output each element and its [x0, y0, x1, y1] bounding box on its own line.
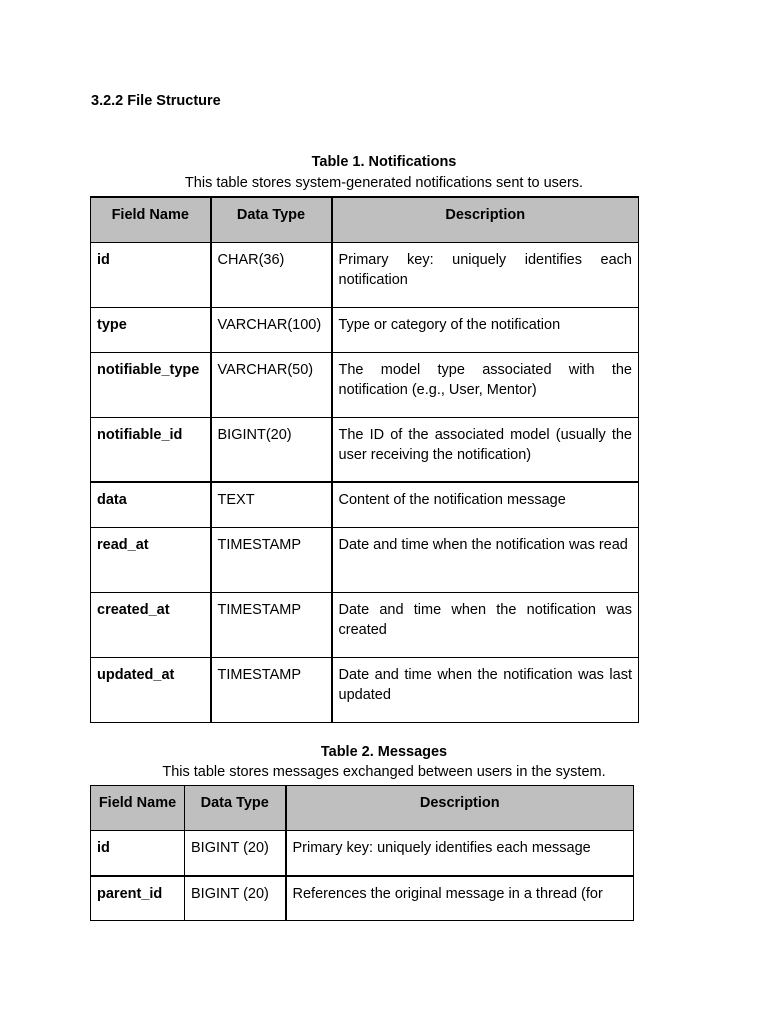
column-header-field-name: Field Name: [91, 786, 185, 831]
table-row: [91, 527, 639, 592]
data-type-cell: VARCHAR(100): [211, 307, 332, 352]
data-type-cell: VARCHAR(50): [211, 352, 332, 417]
field-name-cell: updated_at: [91, 657, 211, 722]
data-type-cell: TIMESTAMP: [211, 592, 332, 657]
description-cell: Date and time when the notification was read: [332, 527, 639, 592]
table1-title: Table 1. Notifications: [311, 154, 457, 170]
table2-caption: This table stores messages exchanged between users in the system.: [162, 764, 606, 780]
messages-table: [90, 785, 634, 921]
table-header-row: [91, 786, 634, 831]
table-row: [91, 307, 639, 352]
data-type-cell: BIGINT (20): [185, 876, 286, 921]
data-type-cell: TIMESTAMP: [211, 527, 332, 592]
description-cell: References the original message in a thread (for: [286, 876, 634, 921]
field-name-cell: notifiable_id: [91, 417, 211, 482]
table-row: [91, 831, 634, 876]
field-name-cell: type: [91, 307, 211, 352]
column-header-description: Description: [286, 786, 634, 831]
data-type-cell: TEXT: [211, 482, 332, 527]
table-row: [91, 657, 639, 722]
description-cell: Content of the notification message: [332, 482, 639, 527]
table-row: [91, 876, 634, 921]
data-type-cell: TIMESTAMP: [211, 657, 332, 722]
description-cell: The model type associated with the notification (e.g., User, Mentor): [332, 352, 639, 417]
field-name-cell: notifiable_type: [91, 352, 211, 417]
table2-title: Table 2. Messages: [320, 744, 448, 760]
column-header-field-name: Field Name: [91, 197, 211, 242]
column-header-data-type: Data Type: [185, 786, 286, 831]
column-header-data-type: Data Type: [211, 197, 332, 242]
table-row: [91, 482, 639, 527]
table-row: [91, 242, 639, 307]
table-row: [91, 352, 639, 417]
description-cell: The ID of the associated model (usually the user receiving the notification): [332, 417, 639, 482]
description-cell: Type or category of the notification: [332, 307, 639, 352]
table-row: [91, 417, 639, 482]
section-heading: 3.2.2 File Structure: [91, 93, 221, 109]
data-type-cell: BIGINT(20): [211, 417, 332, 482]
description-cell: Primary key: uniquely identifies each message: [286, 831, 634, 876]
field-name-cell: parent_id: [91, 876, 185, 921]
description-cell: Primary key: uniquely identifies each notification: [332, 242, 639, 307]
column-header-description: Description: [332, 197, 639, 242]
description-cell: Date and time when the notification was last updated: [332, 657, 639, 722]
field-name-cell: id: [91, 831, 185, 876]
notifications-table: [90, 196, 639, 723]
data-type-cell: BIGINT (20): [185, 831, 286, 876]
table1-caption: This table stores system-generated notifications sent to users.: [184, 175, 584, 191]
data-type-cell: CHAR(36): [211, 242, 332, 307]
field-name-cell: id: [91, 242, 211, 307]
field-name-cell: data: [91, 482, 211, 527]
field-name-cell: read_at: [91, 527, 211, 592]
description-cell: Date and time when the notification was created: [332, 592, 639, 657]
field-name-cell: created_at: [91, 592, 211, 657]
table-row: [91, 592, 639, 657]
table-header-row: [91, 197, 639, 242]
